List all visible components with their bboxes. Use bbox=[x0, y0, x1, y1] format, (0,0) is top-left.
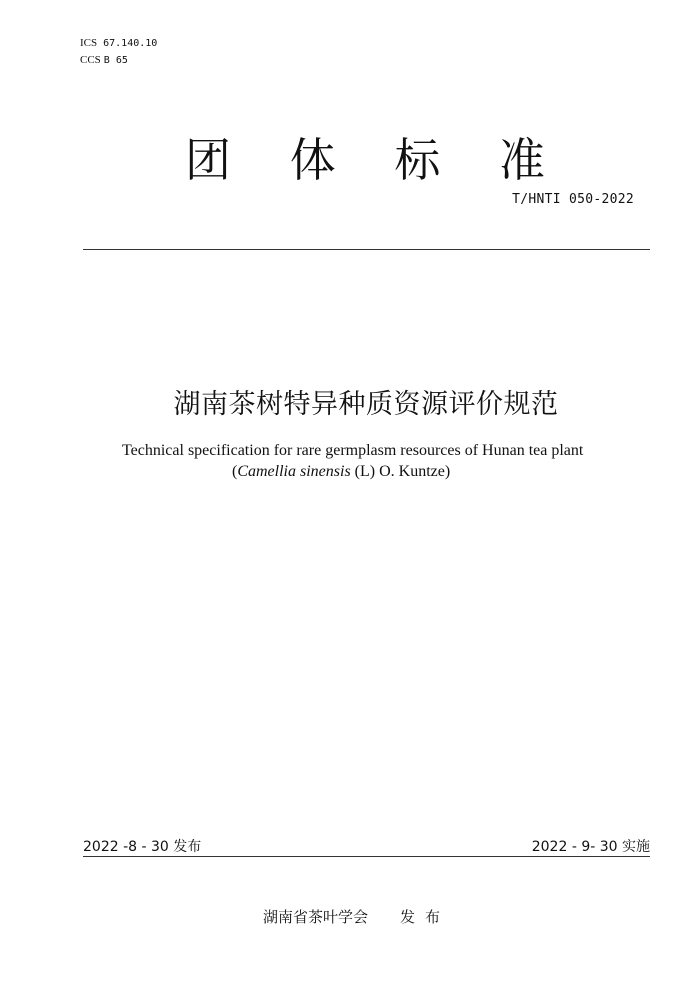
chinese-title bbox=[0, 382, 700, 421]
standard-number: T/HNTI 050-2022 bbox=[512, 192, 634, 207]
ics-line bbox=[80, 35, 157, 52]
english-title-line2 bbox=[122, 461, 583, 482]
ccs-label: CCS bbox=[80, 54, 101, 66]
issuer-name: 湖南省茶叶学会 bbox=[263, 908, 369, 926]
ics-label: ICS bbox=[80, 37, 98, 49]
standard-type-heading bbox=[185, 127, 545, 187]
classification-block bbox=[80, 35, 157, 69]
issuer-action: 发布 bbox=[400, 908, 451, 926]
standard-type-char: 标 bbox=[394, 133, 441, 187]
implementation-date: 2022 - 9- 30 实施 bbox=[531, 839, 650, 855]
english-title-paren: ( bbox=[232, 463, 238, 480]
ccs-code: B 65 bbox=[103, 55, 128, 66]
standard-type-char: 准 bbox=[498, 133, 545, 187]
english-title-line1: Technical specification for rare germplasm resources of Hunan tea plant bbox=[122, 442, 584, 459]
chinese-title-text: 湖南茶树特异种质资源评价规范 bbox=[173, 389, 559, 420]
standard-type-char: 团 bbox=[185, 133, 231, 187]
ics-code: 67.140.10 bbox=[103, 38, 158, 49]
ccs-line bbox=[80, 52, 157, 69]
english-title-authority: (L) O. Kuntze) bbox=[350, 463, 451, 480]
english-title bbox=[122, 440, 583, 482]
publish-date: 2022 -8 - 30 发布 bbox=[83, 839, 202, 855]
standard-type-char: 体 bbox=[289, 133, 336, 187]
dates-row bbox=[83, 836, 650, 856]
species-name: Camellia sinensis bbox=[237, 463, 351, 480]
issuer-line bbox=[263, 906, 450, 927]
bottom-divider bbox=[83, 856, 650, 857]
top-divider bbox=[83, 249, 650, 250]
